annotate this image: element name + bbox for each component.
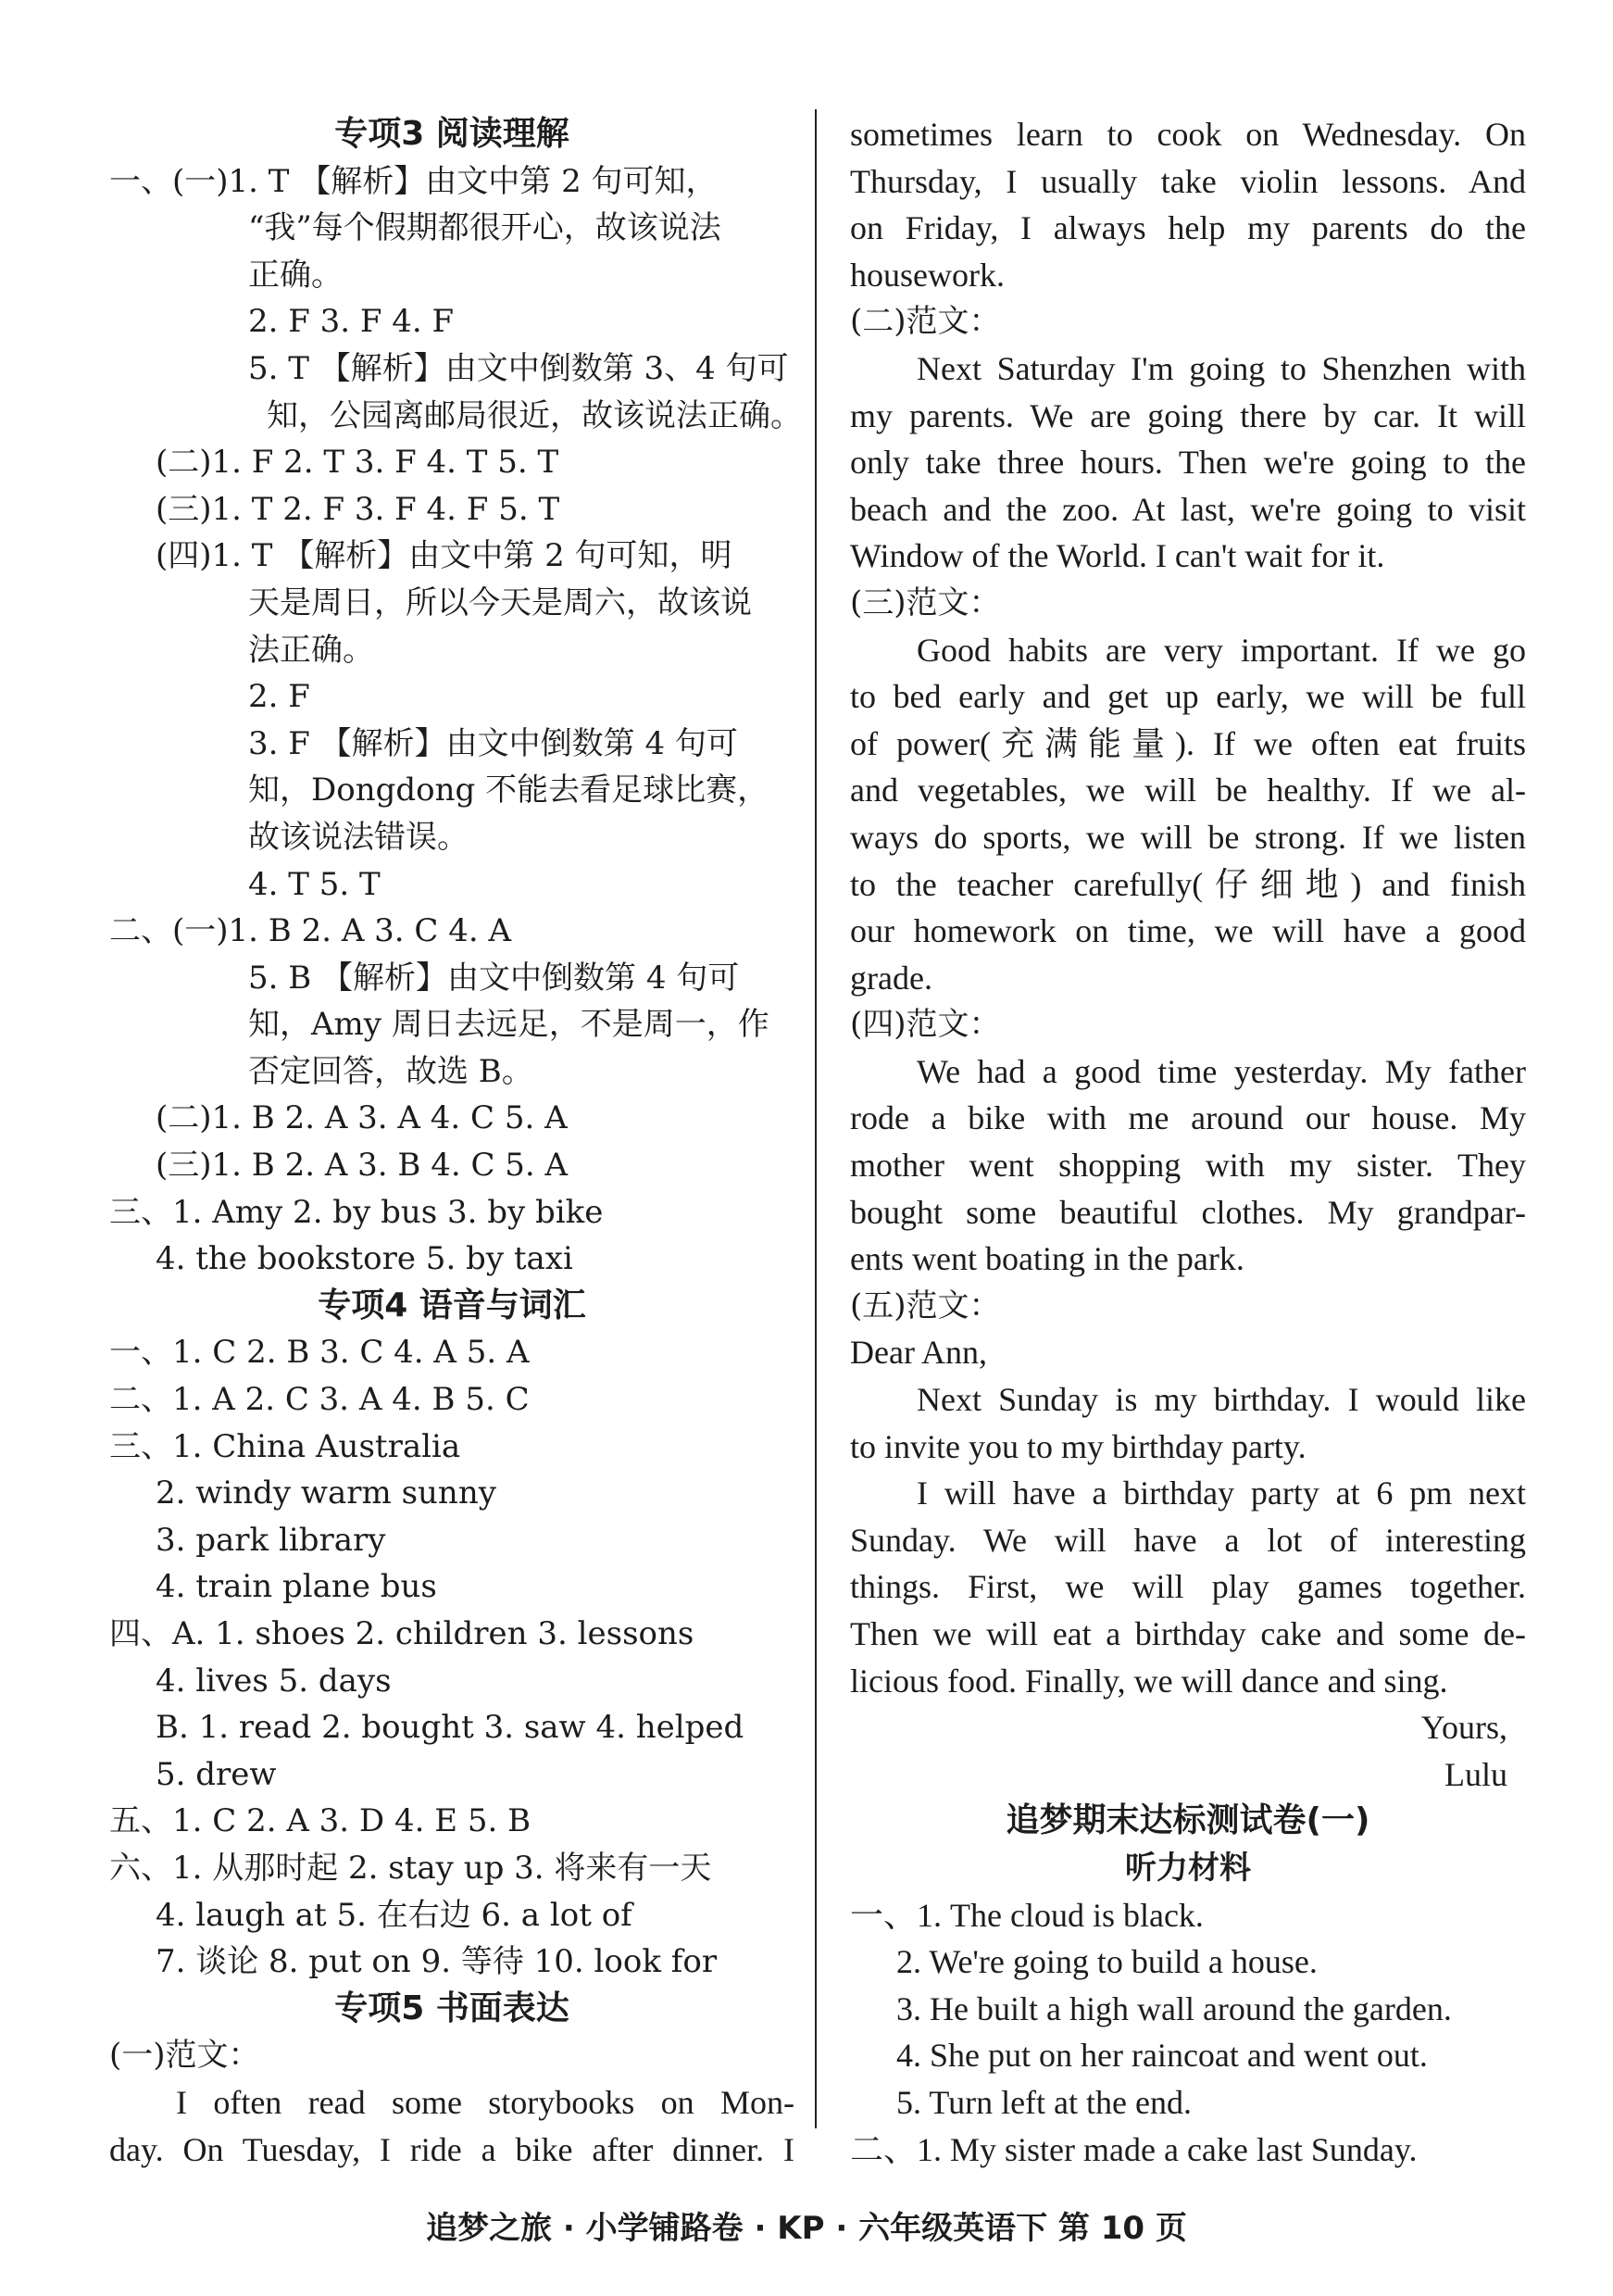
column-divider: [815, 109, 817, 2128]
left_column-line: (二)1. F 2. T 3. F 4. T 5. T: [156, 444, 559, 482]
right_column-line: (五)范文：: [850, 1286, 1001, 1324]
left_column-line: 4. lives 5. days: [156, 1662, 392, 1700]
right-column: [850, 111, 1526, 2173]
right_column-line: of power(充满能量). If we often eat fruits: [850, 724, 1526, 762]
right_column-line: bought some beautiful clothes. My grandpar-: [850, 1193, 1526, 1231]
right_column-line: ents went boating in the park.: [850, 1240, 1244, 1278]
right_column-line: to bed early and get up early, we will be full: [850, 678, 1526, 716]
left_column-line: 一、1. C 2. B 3. C 4. A 5. A: [109, 1334, 530, 1372]
right_column-line: Sunday. We will have a lot of interesting: [850, 1521, 1526, 1559]
right_column-line: my parents. We are going there by car. It will: [850, 396, 1526, 434]
right_column-line: ways do sports, we will be strong. If we listen: [850, 818, 1526, 856]
left_column-line: 5. B 【解析】由文中倒数第 4 句可: [248, 959, 740, 997]
left_column-line: 知，Amy 周日去远足，不是周一，作: [248, 1006, 769, 1044]
right_column-line: Window of the World. I can't wait for it.: [850, 537, 1385, 575]
right_column-line: We had a good time yesterday. My father: [917, 1052, 1526, 1090]
right_column-line: 4. She put on her raincoat and went out.: [896, 2037, 1428, 2075]
left_column-line: 4. T 5. T: [248, 865, 381, 903]
left_column-line: 3. park library: [156, 1521, 386, 1559]
right_column-line: only take three hours. Then we're going to the: [850, 444, 1526, 482]
right_column-line: 一、1. The cloud is black.: [850, 1896, 1204, 1934]
right_column-line: Next Saturday I'm going to Shenzhen with: [917, 349, 1526, 387]
right_column-line: our homework on time, we will have a good: [850, 912, 1526, 950]
right_column-line: grade.: [850, 959, 932, 997]
right_column-line: rode a bike with me around our house. My: [850, 1099, 1526, 1137]
left_column-line: 三、1. China Australia: [109, 1427, 461, 1465]
right_column-line: 追梦期末达标测试卷(一): [1006, 1801, 1370, 1840]
left_column-line: 2. F 3. F 4. F: [248, 303, 455, 341]
left_column-line: 4. the bookstore 5. by taxi: [156, 1240, 573, 1278]
right_column-line: I will have a birthday party at 6 pm next: [917, 1474, 1526, 1512]
right_column-line: to invite you to my birthday party.: [850, 1427, 1307, 1465]
right_column-line: 听力材料: [1125, 1849, 1251, 1887]
left_column-line: 五、1. C 2. A 3. D 4. E 5. B: [109, 1802, 531, 1840]
left_column-line: 5. T 【解析】由文中倒数第 3、4 句可: [248, 349, 789, 387]
left_column-line: 4. train plane bus: [156, 1568, 437, 1606]
right_column-line: 3. He built a high wall around the garden.: [896, 1989, 1452, 2027]
right_column-line: Lulu: [1444, 1755, 1507, 1793]
left_column-line: 2. windy warm sunny: [156, 1474, 496, 1512]
left_column-line: 天是周日，所以今天是周六，故该说: [248, 583, 752, 621]
right_column-line: Dear Ann,: [850, 1334, 987, 1372]
right_column-line: licious food. Finally, we will dance and sing.: [850, 1662, 1448, 1700]
right_column-line: housework.: [850, 256, 1005, 294]
left_column-line: 知，Dongdong 不能去看足球比赛，: [248, 772, 769, 809]
left_column-line: 专项3 阅读理解: [334, 115, 569, 153]
right_column-line: Next Sunday is my birthday. I would like: [917, 1381, 1526, 1419]
left_column-line: 故该说法错误。: [248, 818, 469, 856]
left_column-line: (三)1. T 2. F 3. F 4. F 5. T: [156, 490, 560, 528]
left_column-line: 5. drew: [156, 1755, 277, 1793]
left_column-line: (一)范文：: [109, 2037, 260, 2075]
left_column-line: 7. 谈论 8. put on 9. 等待 10. look for: [156, 1943, 718, 1981]
left_column-line: 否定回答，故选 B。: [248, 1052, 533, 1090]
right_column-line: sometimes learn to cook on Wednesday. On: [850, 116, 1526, 153]
right_column-line: 二、1. My sister made a cake last Sunday.: [850, 2130, 1418, 2168]
page-footer: 追梦之旅 · 小学铺路卷 · KP · 六年级英语下 第 10 页: [426, 2210, 1187, 2247]
left_column-line: 一、(一)1. T 【解析】由文中第 2 句可知，: [109, 162, 718, 200]
right_column-line: (三)范文：: [850, 583, 1001, 621]
left_column-line: 专项4 语音与词汇: [318, 1286, 586, 1324]
left_column-line: 3. F 【解析】由文中倒数第 4 句可: [248, 724, 738, 762]
right_column-line: Good habits are very important. If we go: [917, 631, 1526, 669]
right_column-line: (二)范文：: [850, 303, 1001, 341]
right_column-line: mother went shopping with my sister. They: [850, 1147, 1526, 1185]
left_column-line: B. 1. read 2. bought 3. saw 4. helped: [156, 1709, 744, 1747]
left_column-line: (四)1. T 【解析】由文中第 2 句可知，明: [156, 537, 732, 575]
left_column-line: 三、1. Amy 2. by bus 3. by bike: [109, 1193, 604, 1231]
right_column-line: things. First, we will play games together.: [850, 1568, 1526, 1606]
left_column-line: 专项5 书面表达: [334, 1989, 569, 2027]
left_column-line: 知，公园离邮局很近，故该说法正确。: [267, 396, 802, 434]
left_column-line: 2. F: [248, 678, 310, 716]
right_column-line: to the teacher carefully(仔细地) and finish: [850, 865, 1526, 903]
left_column-line: (三)1. B 2. A 3. B 4. C 5. A: [156, 1147, 569, 1185]
left_column-line: day. On Tuesday, I ride a bike after dinner. I: [109, 2130, 794, 2168]
left_column-line: 正确。: [248, 256, 343, 294]
right_column-line: Yours,: [1420, 1709, 1507, 1747]
right_column-line: 2. We're going to build a house.: [896, 1943, 1318, 1981]
left_column-line: (二)1. B 2. A 3. A 4. C 5. A: [156, 1099, 568, 1137]
left_column-line: 法正确。: [248, 631, 374, 669]
left_column-line: 4. laugh at 5. 在右边 6. a lot of: [156, 1896, 632, 1934]
left_column-line: 二、(一)1. B 2. A 3. C 4. A: [109, 912, 512, 950]
right_column-line: 5. Turn left at the end.: [896, 2083, 1192, 2121]
left_column-line: 二、1. A 2. C 3. A 4. B 5. C: [109, 1381, 530, 1419]
right_column-line: Then we will eat a birthday cake and some de-: [850, 1615, 1526, 1652]
left_column-line: “我”每个假期都很开心，故该说法: [248, 209, 721, 247]
right_column-line: and vegetables, we will be healthy. If we al-: [850, 772, 1526, 809]
right_column-line: on Friday, I always help my parents do the: [850, 209, 1526, 247]
right_column-line: (四)范文：: [850, 1006, 1001, 1044]
left_column-line: I often read some storybooks on Mon-: [176, 2083, 794, 2121]
right_column-line: Thursday, I usually take violin lessons. And: [850, 162, 1526, 200]
left_column-line: 四、A. 1. shoes 2. children 3. lessons: [109, 1615, 694, 1652]
left-column: [109, 111, 802, 2173]
right_column-line: beach and the zoo. At last, we're going to visit: [850, 490, 1526, 528]
left_column-line: 六、1. 从那时起 2. stay up 3. 将来有一天: [109, 1849, 712, 1887]
